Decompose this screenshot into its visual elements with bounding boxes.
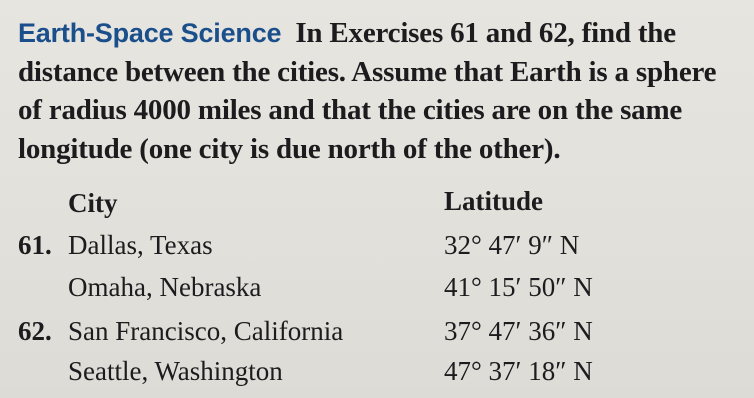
latitude-value: 37° 47′ 36″ N	[444, 316, 593, 346]
city-name: Seattle, Washington	[68, 356, 283, 386]
exercise-number: 61.	[18, 230, 52, 260]
exercise-text: In Exercises 61 and 62, find the distance between the cities. Assume that Earth is a sphere of radius 4000 miles and that the cities are on the same longitude (one city is due north of the other).	[18, 17, 717, 165]
city-name: Dallas, Texas	[68, 230, 213, 260]
city-column-header: City	[68, 188, 118, 218]
exercise-number: 62.	[18, 316, 52, 346]
latitude-value: 32° 47′ 9″ N	[444, 230, 580, 260]
city-name: Omaha, Nebraska	[68, 272, 262, 302]
latitude-value: 47° 37′ 18″ N	[444, 356, 593, 386]
exercise-paragraph	[18, 14, 738, 168]
exercise-heading: Earth-Space Science	[18, 18, 282, 48]
latitude-value: 41° 15′ 50″ N	[444, 272, 593, 302]
city-name: San Francisco, California	[68, 316, 344, 346]
latitude-column-header: Latitude	[444, 186, 544, 216]
